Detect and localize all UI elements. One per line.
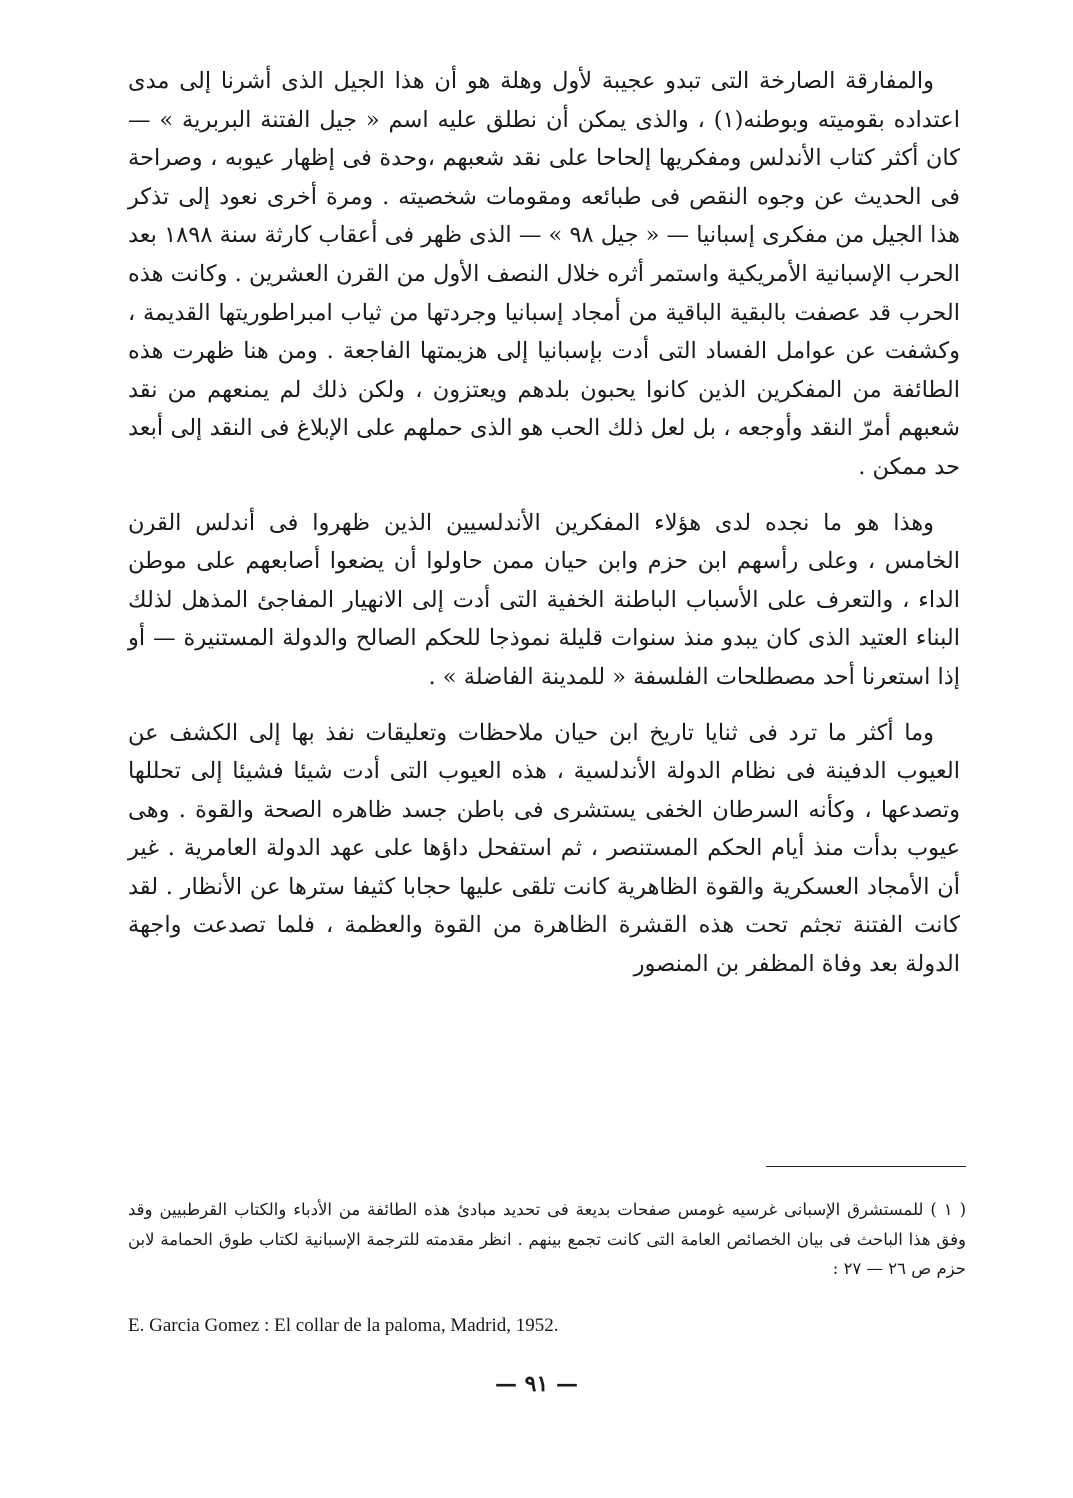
- paragraph-1: والمفارقة الصارخة التى تبدو عجيبة لأول وهلة هو أن هذا الجيل الذى أشرنا إلى مدى اعتداده بقوميته وبوطنه(١) ، والذى يمكن أن نطلق عليه اسم « جيل الفتنة البربرية » — كان أكثر كتاب الأندلس ومفكريها إلحاحا على نقد شعبهم ،وحدة فى إظهار عيوبه ، وصراحة فى الحديث عن وجوه النقص فى طبائعه ومقومات شخصيته . ومرة أخرى نعود إلى تذكر هذا الجيل من مفكرى إسبانيا — « جيل ٩٨ » — الذى ظهر فى أعقاب كارثة سنة ١٨٩٨ بعد الحرب الإسبانية الأمريكية واستمر أثره خلال النصف الأول من القرن العشرين . وكانت هذه الحرب قد عصفت بالبقية الباقية من أمجاد إسبانيا وجردتها من ثياب امبراطوريتها القديمة ، وكشفت عن عوامل الفساد التى أدت بإسبانيا إلى هزيمتها الفاجعة . ومن هنا ظهرت هذه الطائفة من المفكرين الذين كانوا يحبون بلدهم ويعتزون ، ولكن ذلك لم يمنعهم من نقد شعبهم أمرّ النقد وأوجعه ، بل لعل ذلك الحب هو الذى حملهم على الإبلاغ فى النقد إلى أبعد حد ممكن .: [128, 68, 960, 480]
- main-text: [128, 62, 960, 984]
- page-number: — ٩١ —: [495, 1371, 578, 1397]
- footnote-text: ( ١ ) للمستشرق الإسبانى غرسيه غومس صفحات بديعة فى تحديد مبادئ هذه الطائفة من الأدباء والكتاب القرطبيين وقد وفق هذا الباحث فى بيان الخصائص العامة التى كانت تجمع بينهم . انظر مقدمته للترجمة الإسبانية لكتاب طوق الحمامة لابن حزم ص ٢٦ — ٢٧ :: [128, 1200, 967, 1278]
- paragraph-2: وهذا هو ما نجده لدى هؤلاء المفكرين الأندلسيين الذين ظهروا فى أندلس القرن الخامس ، وعلى رأسهم ابن حزم وابن حيان ممن حاولوا أن يضعوا أصابعهم على موطن الداء ، والتعرف على الأسباب الباطنة الخفية التى أدت إلى الانهيار المفاجئ المذهل لذلك البناء العتيد الذى كان يبدو منذ سنوات قليلة نموذجا للحكم الصالح والدولة المستنيرة — أو إذا استعرنا أحد مصطلحات الفلسفة « للمدينة الفاضلة » .: [128, 509, 960, 690]
- paragraph-3: وما أكثر ما ترد فى ثنايا تاريخ ابن حيان ملاحظات وتعليقات نفذ بها إلى الكشف عن العيوب الدفينة فى نظام الدولة الأندلسية ، هذه العيوب التى أدت شيئا فشيئا إلى تحللها وتصدعها ، وكأنه السرطان الخفى يستشرى فى باطن جسد ظاهره الصحة والقوة . وهى عيوب بدأت منذ أيام الحكم المستنصر ، ثم استفحل داؤها على عهد الدولة العامرية . غير أن الأمجاد العسكرية والقوة الظاهرية كانت تلقى عليها حجابا كثيفا سترها عن الأنظار . لقد كانت الفتنة تجثم تحت هذه القشرة الظاهرة من القوة والعظمة ، فلما تصدعت واجهة الدولة بعد وفاة المظفر بن المنصور: [128, 719, 960, 978]
- footnote-separator: [766, 1166, 966, 1167]
- footnote-reference: E. Garcia Gomez : El collar de la paloma, Madrid, 1952.: [128, 1315, 559, 1336]
